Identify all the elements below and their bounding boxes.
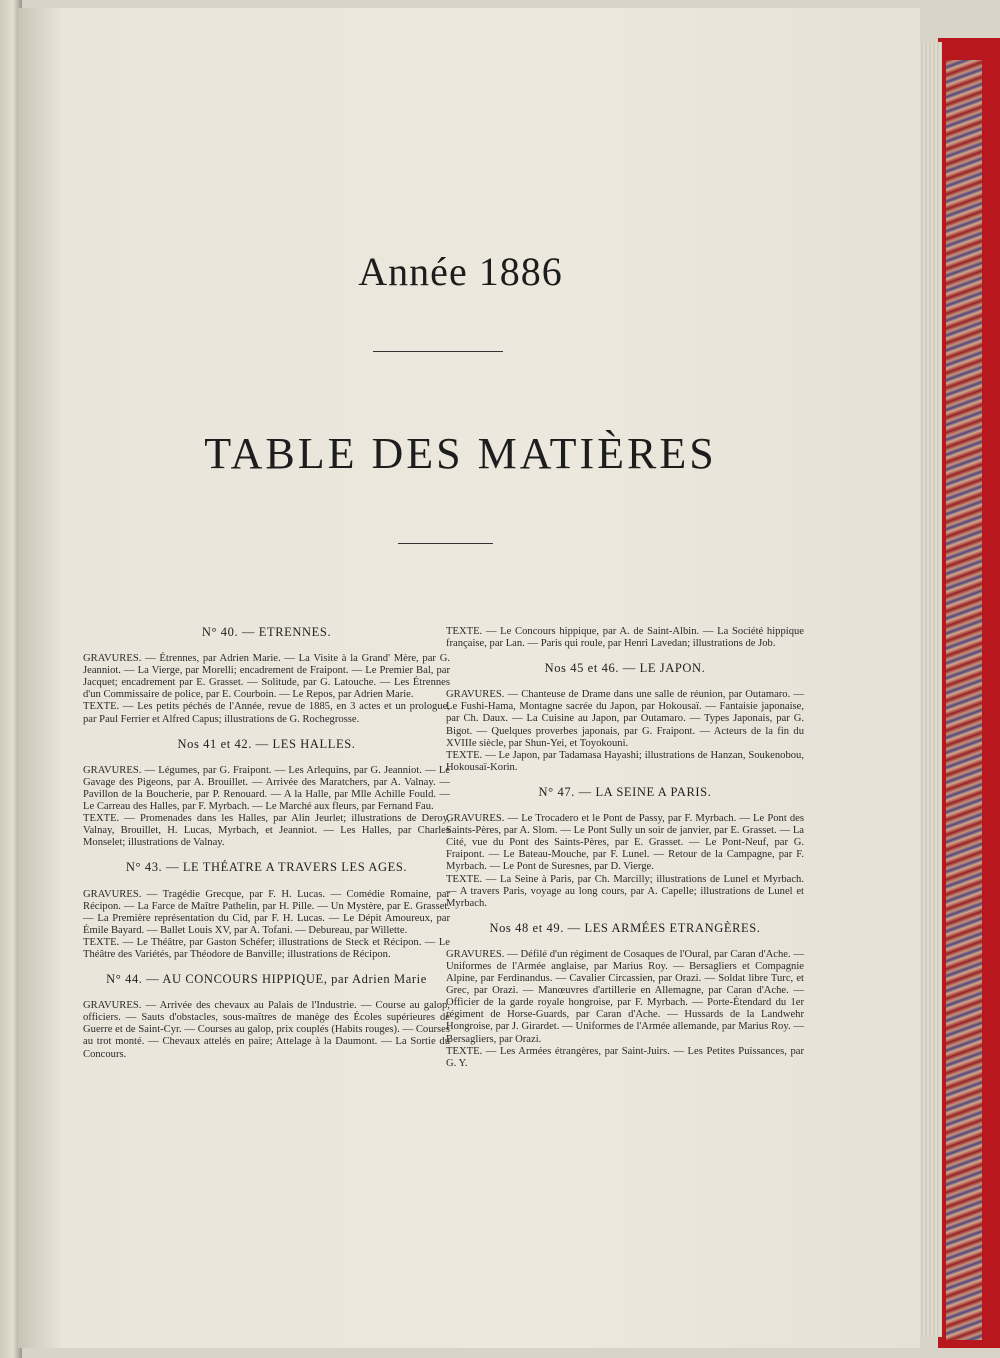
section-title: N° 43. — LE THÉATRE A TRAVERS LES AGES. — [125, 860, 408, 875]
texte-entry: TEXTE. — Promenades dans les Halles, par Alin Jeurlet; illustrations de Deroy, Valnay, Brouillet, H. Lucas, Myrbach, et Jeanniot. — Les Halles, par Charles Monselet; illustrations de Valnay. — [83, 813, 450, 849]
page-title: TABLE DES MATIÈRES — [204, 429, 717, 478]
gravures-entry: GRAVURES. — Défilé d'un régiment de Cosaques de l'Oural, par Caran d'Ache. — Uniformes de l'Armée anglaise, par Marius Roy. — Bersagliers et Compagnie Alpine, par Ferdinandus. — Cavalier Circassien, par Orazi. — Soldat libre Turc, et Grec, par Orazi. — Manœuvres d'artillerie en Allemagne, par Caran d'Ache. — Officier de la garde royale hongroise, par F. Myrbach. — Porte-Étendard du 1er régiment de Horse-Guards, par Caran d'Ache. — Hussards de la Landwehr Hongroise, par J. Girardet. — Uniformes de l'Armée allemande, par Marius Roy. — Bersagliers, par Orazi. — [446, 948, 804, 1045]
section-title: Nos 41 et 42. — LES HALLES. — [177, 736, 356, 751]
gravures-entry: GRAVURES. — Arrivée des chevaux au Palais de l'Industrie. — Course au galop, officiers. — Sauts d'obstacles, sous-maîtres de manège des Écoles supérieures de Guerre et de Saint-Cyr. — Courses au galop, prix couplés (Habits rouges). — Courses au trot monté. — Chevaux attelés en paire; Attelage à la Daumont. — La Sortie du Concours. — [83, 1000, 450, 1060]
section-title: Nos 45 et 46. — LE JAPON. — [544, 661, 706, 676]
gravures-entry: GRAVURES. — Le Trocadero et le Pont de Passy, par F. Myrbach. — Le Pont des Saints-Pères, par A. Slom. — Le Pont Sully un soir de janvier, par E. Grasset. — La Cité, vue du Pont des Saints-Pères, par E. Grasset. — Le Pont-Neuf, par G. Fraipont. — Le Bateau-Mouche, par F. Lunel. — Retour de la Campagne, par F. Myrbach. — Le Pont de Suresnes, par D. Vierge. — [446, 813, 804, 873]
divider-top — [373, 351, 503, 352]
texte-entry: TEXTE. — La Seine à Paris, par Ch. Marcilly; illustrations de Lunel et Myrbach. — A travers Paris, voyage au long cours, par A. Capelle; illustrations de Lunel et Myrbach. — [446, 873, 804, 909]
section-title: N° 47. — LA SEINE A PARIS. — [538, 784, 712, 799]
texte-entry: TEXTE. — Le Japon, par Tadamasa Hayashi; illustrations de Hanzan, Soukenobou, Hokousaï-Korin. — [446, 749, 804, 773]
marbled-edge — [946, 60, 982, 1340]
gravures-entry: GRAVURES. — Légumes, par G. Fraipont. — Les Arlequins, par G. Jeanniot. — Le Gavage des Pigeons, par A. Brouillet. — Arrivée des Maratchers, par A. Valnay. — Pavillon de la Boucherie, par P. Renouard. — A la Halle, par Mlle Achille Fould. — Le Carreau des Halles, par F. Myrbach. — Le Marché aux fleurs, par Fernand Fau. — [83, 764, 450, 813]
gravures-entry: GRAVURES. — Tragédie Grecque, par F. H. Lucas. — Comédie Romaine, par Récipon. — La Farce de Maître Pathelin, par H. Pille. — Un Mystère, par E. Grasset. — La Première représentation du Cid, par F. H. Lucas. — Le Dépit Amoureux, par Émile Bayard. — Ballet Louis XV, par A. Tofani. — Debureau, par Willette. — [83, 888, 450, 936]
texte-entry: TEXTE. — Les Armées étrangères, par Saint-Juirs. — Les Petites Puissances, par G. Y. — [446, 1045, 804, 1069]
texte-entry: TEXTE. — Le Théâtre, par Gaston Schéfer; illustrations de Steck et Récipon. — Le Théâtre des Variétés, par Théodore de Banville; illustrations de Récipon. — [83, 936, 450, 960]
section-title: N° 44. — AU CONCOURS HIPPIQUE, par Adrien Marie — [106, 972, 427, 987]
gravures-entry: GRAVURES. — Chanteuse de Drame dans une salle de réunion, par Outamaro. — Le Fushi-Hama, Montagne sacrée du Japon, par Hokousaï. — Fantaisie japonaise, par Ch. Daux. — La Cuisine au Japon, par Outamaro. — Types Japonais, par G. Bigot. — Quelques proverbes japonais, par G. Fraipont. — Acteurs de la fin du XVIIIe siècle, par Shun-Yei, et Toyokouni. — [446, 689, 804, 749]
divider-bottom — [398, 543, 493, 544]
book-page — [18, 8, 920, 1348]
right-column — [446, 626, 804, 1070]
texte-entry: TEXTE. — Le Concours hippique, par A. de Saint-Albin. — La Société hippique française, par Lan. — Paris qui roule, par Henri Lavedan; illustrations de Job. — [446, 626, 804, 650]
texte-entry: TEXTE. — Les petits péchés de l'Année, revue de 1885, en 3 actes et un prologue, par Paul Ferrier et Alfred Capus; illustrations de G. Rochegrosse. — [83, 701, 450, 725]
section-title: Nos 48 et 49. — LES ARMÉES ETRANGÈRES. — [489, 920, 761, 935]
section-title: N° 40. — ETRENNES. — [201, 625, 332, 639]
gravures-entry: GRAVURES. — Étrennes, par Adrien Marie. — La Visite à la Grand' Mère, par G. Jeanniot. — La Vierge, par Morelli; encadrement de Fraipont. — Le Premier Bal, par Jacquet; encadrement par E. Grasset. — Solitude, par G. Latouche. — Les Étrennes d'un Commissaire de police, par E. Courboin. — Le Repos, par Adrien Marie. — [83, 653, 450, 701]
left-column — [83, 626, 450, 1061]
year-heading: Année 1886 — [358, 249, 563, 294]
